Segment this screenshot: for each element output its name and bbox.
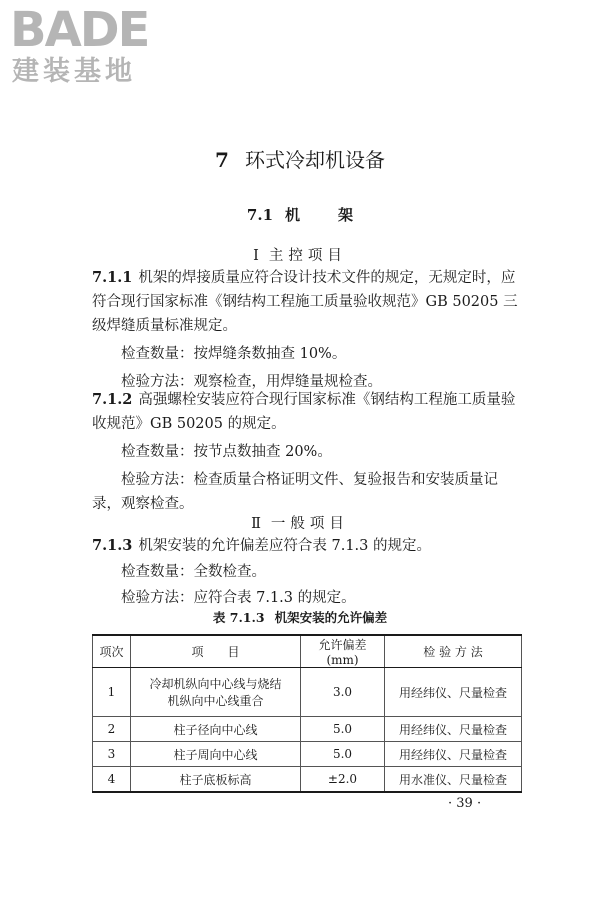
table-row — [93, 767, 522, 793]
clause-7-1-1 — [92, 266, 522, 394]
table-cell: 3 — [93, 742, 131, 767]
table-cell: 柱子周向中心线 — [131, 742, 301, 767]
table-cell: 用经纬仪、尺量检查 — [385, 742, 522, 767]
clause-text: 高强螺栓安装应符合现行国家标准《钢结构工程施工质量验收规范》GB 50205 的规定。 — [92, 392, 516, 432]
clause-7-1-2 — [92, 388, 522, 516]
check-method: 检验方法：应符合表 7.1.3 的规定。 — [121, 590, 356, 606]
table-cell: ±2.0 — [301, 767, 385, 793]
table-cell: 5.0 — [301, 717, 385, 742]
logo-wordmark: BADE — [10, 2, 149, 58]
table-cell: 柱子底板标高 — [131, 767, 301, 793]
check-method: 检验方法：检查质量合格证明文件、复验报告和安装质量记录，观察检查。 — [92, 472, 498, 512]
table-cell: 1 — [93, 668, 131, 717]
table-cell: 柱子径向中心线 — [131, 717, 301, 742]
section-title-a: 机 — [285, 206, 301, 224]
clause-text: 机架的焊接质量应符合设计技术文件的规定，无规定时，应符合现行国家标准《钢结构工程施工质量验收规范》GB 50205 三级焊缝质量标准规定。 — [92, 270, 518, 334]
header-cell: 允许偏差(mm) — [301, 635, 385, 668]
section-title-b: 架 — [338, 206, 354, 224]
table-cell: 4 — [93, 767, 131, 793]
table-row — [93, 742, 522, 767]
heading-numeral: Ⅰ — [253, 248, 259, 264]
table-cell: 用经纬仪、尺量检查 — [385, 717, 522, 742]
table-row — [93, 668, 522, 717]
watermark-logo — [10, 4, 148, 88]
clause-number: 7.1.2 — [92, 391, 133, 408]
table-cell: 用水准仪、尺量检查 — [385, 767, 522, 793]
section-number: 7.1 — [246, 206, 274, 224]
main-control-items-heading — [0, 244, 600, 265]
table-title-text: 机架安装的允许偏差 — [274, 610, 388, 625]
heading-text: 主控项目 — [268, 248, 347, 264]
clause-7-1-3 — [92, 534, 522, 610]
table-header-row — [93, 635, 522, 668]
table-title — [0, 608, 600, 626]
check-quantity: 检查数量：全数检查。 — [121, 564, 266, 580]
clause-text: 机架安装的允许偏差应符合表 7.1.3 的规定。 — [138, 538, 431, 554]
heading-numeral: Ⅱ — [251, 516, 261, 532]
heading-text: 一般项目 — [270, 516, 349, 532]
clause-number: 7.1.1 — [92, 269, 133, 286]
logo-subtitle: 建装基地 — [12, 56, 136, 87]
general-items-heading — [0, 512, 600, 533]
table-cell: 2 — [93, 717, 131, 742]
section-title — [0, 204, 600, 225]
table-cell: 3.0 — [301, 668, 385, 717]
header-cell: 项次 — [93, 635, 131, 668]
chapter-title — [0, 144, 600, 173]
header-cell: 检 验 方 法 — [385, 635, 522, 668]
table-number: 表 7.1.3 — [212, 610, 265, 625]
table-cell: 用经纬仪、尺量检查 — [385, 668, 522, 717]
header-cell: 项 目 — [131, 635, 301, 668]
page-number: · 39 · — [448, 796, 482, 811]
table-cell: 冷却机纵向中心线与烧结机纵向中心线重合 — [131, 668, 301, 717]
table-cell: 5.0 — [301, 742, 385, 767]
table-row — [93, 717, 522, 742]
chapter-number: 7 — [215, 148, 229, 172]
check-quantity: 检查数量：按节点数抽查 20%。 — [121, 444, 332, 460]
check-method: 检验方法：观察检查，用焊缝量规检查。 — [121, 374, 382, 390]
check-quantity: 检查数量：按焊缝条数抽查 10%。 — [121, 346, 347, 362]
clause-number: 7.1.3 — [92, 537, 133, 554]
deviation-table — [92, 634, 522, 793]
chapter-title-text: 环式冷却机设备 — [244, 148, 385, 172]
